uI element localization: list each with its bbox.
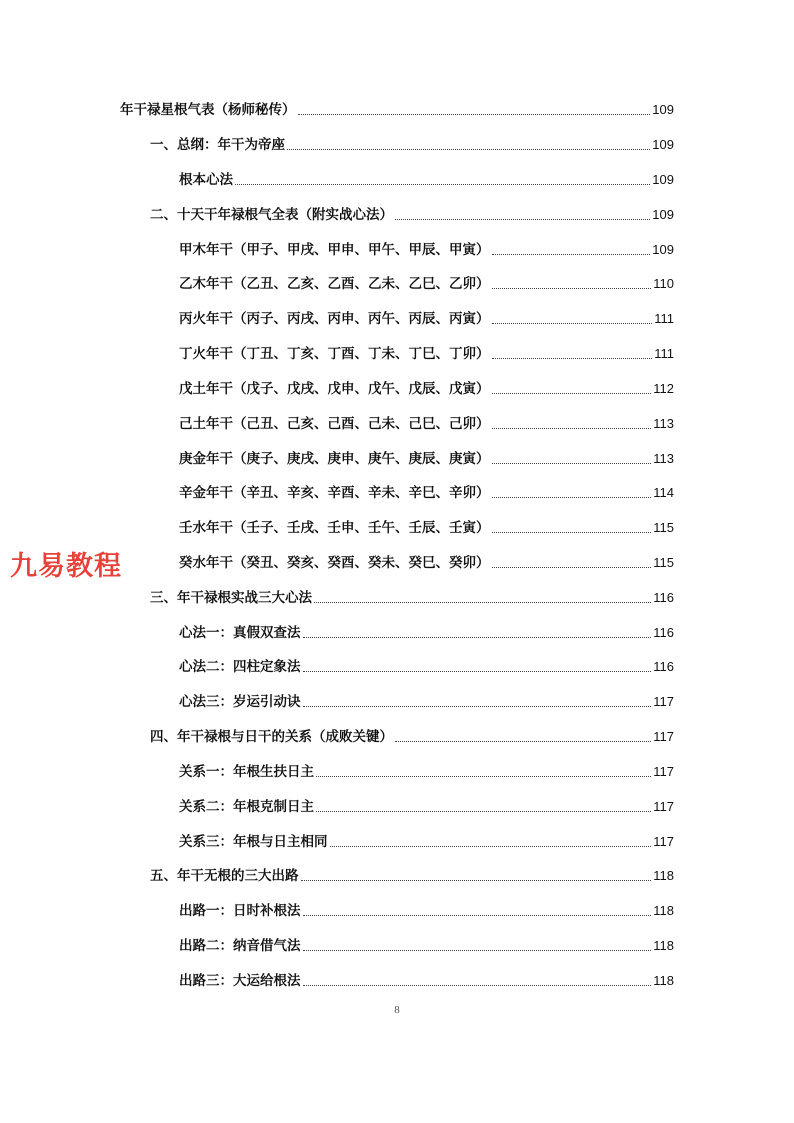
toc-entry-title: 癸水年干（癸丑、癸亥、癸酉、癸未、癸巳、癸卯） [179, 555, 490, 571]
toc-entry[interactable] [179, 898, 674, 920]
dot-leader [492, 427, 652, 429]
toc-entry-page: 111 [654, 311, 674, 326]
dot-leader [492, 531, 652, 533]
toc-entry-title: 根本心法 [179, 172, 233, 188]
toc-entry-title: 出路二：纳音借气法 [179, 938, 301, 954]
toc-entry[interactable] [179, 480, 674, 502]
dot-leader [395, 218, 650, 220]
toc-entry-page: 118 [653, 973, 674, 988]
toc-entry[interactable] [179, 933, 674, 955]
dot-leader [492, 322, 653, 324]
toc-entry[interactable] [179, 759, 674, 781]
toc-entry[interactable] [179, 829, 674, 851]
dot-leader [314, 601, 651, 603]
dot-leader [492, 496, 652, 498]
toc-entry[interactable] [150, 863, 674, 885]
dot-leader [492, 566, 652, 568]
dot-leader [303, 670, 652, 672]
toc-entry[interactable] [150, 132, 674, 154]
dot-leader [395, 740, 651, 742]
toc-entry-page: 118 [653, 903, 674, 918]
dot-leader [492, 392, 652, 394]
dot-leader [235, 183, 650, 185]
toc-entry-title: 四、年干禄根与日干的关系（成败关键） [150, 729, 393, 745]
toc-entry[interactable] [179, 620, 674, 642]
toc-entry-page: 117 [653, 764, 674, 779]
toc-entry-page: 117 [653, 729, 674, 744]
toc-entry-title: 丁火年干（丁丑、丁亥、丁酉、丁未、丁巳、丁卯） [179, 346, 490, 362]
toc-entry-page: 118 [653, 868, 674, 883]
toc-entry-page: 109 [652, 137, 674, 152]
toc-entry-page: 112 [653, 381, 674, 396]
dot-leader [492, 462, 652, 464]
toc-entry-title: 辛金年干（辛丑、辛亥、辛酉、辛未、辛巳、辛卯） [179, 485, 490, 501]
toc-entry[interactable] [179, 550, 674, 572]
toc-entry[interactable] [179, 341, 674, 363]
toc-entry[interactable] [179, 167, 674, 189]
toc-entry[interactable] [179, 271, 674, 293]
toc-entry-title: 出路一：日时补根法 [179, 903, 301, 919]
page-number: 8 [394, 1004, 400, 1016]
toc-entry-page: 115 [653, 555, 674, 570]
toc-entry-page: 109 [652, 102, 674, 117]
toc-entry-title: 出路三：大运给根法 [179, 973, 301, 989]
toc-entry-page: 113 [653, 416, 674, 431]
toc-entry[interactable] [179, 446, 674, 468]
toc-entry-title: 心法二：四柱定象法 [179, 659, 301, 675]
dot-leader [492, 287, 652, 289]
toc-entry[interactable] [179, 794, 674, 816]
toc-entry-title: 关系三：年根与日主相同 [179, 834, 328, 850]
toc-entry-title: 戊土年干（戊子、戊戌、戊申、戊午、戊辰、戊寅） [179, 381, 490, 397]
toc-entry-page: 117 [653, 834, 674, 849]
toc-entry-title: 丙火年干（丙子、丙戌、丙申、丙午、丙辰、丙寅） [179, 311, 490, 327]
toc-entry[interactable] [179, 237, 674, 259]
toc-entry[interactable] [179, 306, 674, 328]
toc-entry[interactable] [150, 585, 674, 607]
dot-leader [492, 357, 653, 359]
toc-entry-page: 117 [653, 694, 674, 709]
toc-entry-page: 109 [652, 207, 674, 222]
toc-entry-page: 110 [653, 276, 674, 291]
dot-leader [301, 879, 652, 881]
toc-entry-page: 114 [653, 485, 674, 500]
toc-entry-page: 116 [653, 659, 674, 674]
dot-leader [316, 810, 651, 812]
toc-entry[interactable] [179, 411, 674, 433]
toc-entry-title: 五、年干无根的三大出路 [150, 868, 299, 884]
dot-leader [303, 914, 652, 916]
dot-leader [298, 113, 651, 115]
dot-leader [303, 949, 652, 951]
toc-entry[interactable] [179, 689, 674, 711]
toc-entry-page: 116 [653, 625, 674, 640]
toc-entry[interactable] [179, 376, 674, 398]
dot-leader [316, 775, 651, 777]
toc-entry-title: 壬水年干（壬子、壬戌、壬申、壬午、壬辰、壬寅） [179, 520, 490, 536]
toc-entry[interactable] [179, 515, 674, 537]
toc-entry-title: 心法三：岁运引动诀 [179, 694, 301, 710]
toc-entry-title: 庚金年干（庚子、庚戌、庚申、庚午、庚辰、庚寅） [179, 451, 490, 467]
toc-entry-page: 113 [653, 451, 674, 466]
toc-entry-page: 109 [652, 242, 674, 257]
dot-leader [303, 636, 652, 638]
dot-leader [287, 148, 650, 150]
toc-entry[interactable] [179, 968, 674, 990]
toc-entry-title: 关系二：年根克制日主 [179, 799, 314, 815]
toc-entry-page: 118 [653, 938, 674, 953]
watermark-logo: 九易教程 [10, 551, 122, 582]
dot-leader [492, 253, 651, 255]
toc-entry[interactable] [120, 97, 674, 119]
toc-entry-title: 三、年干禄根实战三大心法 [150, 590, 312, 606]
dot-leader [303, 705, 652, 707]
toc-entry[interactable] [150, 202, 674, 224]
toc-entry-title: 己土年干（己丑、己亥、己酉、己未、己巳、己卯） [179, 416, 490, 432]
dot-leader [330, 845, 652, 847]
toc-entry[interactable] [179, 654, 674, 676]
toc-entry-page: 115 [653, 520, 674, 535]
toc-entry-page: 116 [653, 590, 674, 605]
toc-entry-title: 乙木年干（乙丑、乙亥、乙酉、乙未、乙巳、乙卯） [179, 276, 490, 292]
toc-entry-page: 111 [654, 346, 674, 361]
dot-leader [303, 984, 652, 986]
toc-entry-page: 117 [653, 799, 674, 814]
toc-entry-title: 甲木年干（甲子、甲戌、甲申、甲午、甲辰、甲寅） [179, 242, 490, 258]
toc-entry-page: 109 [652, 172, 674, 187]
toc-entry[interactable] [150, 724, 674, 746]
toc-entry-title: 二、十天干年禄根气全表（附实战心法） [150, 207, 393, 223]
toc-entry-title: 年干禄星根气表（杨师秘传） [120, 102, 296, 118]
toc-entry-title: 关系一：年根生扶日主 [179, 764, 314, 780]
toc-entry-title: 一、总纲：年干为帝座 [150, 137, 285, 153]
toc-entry-title: 心法一：真假双查法 [179, 625, 301, 641]
